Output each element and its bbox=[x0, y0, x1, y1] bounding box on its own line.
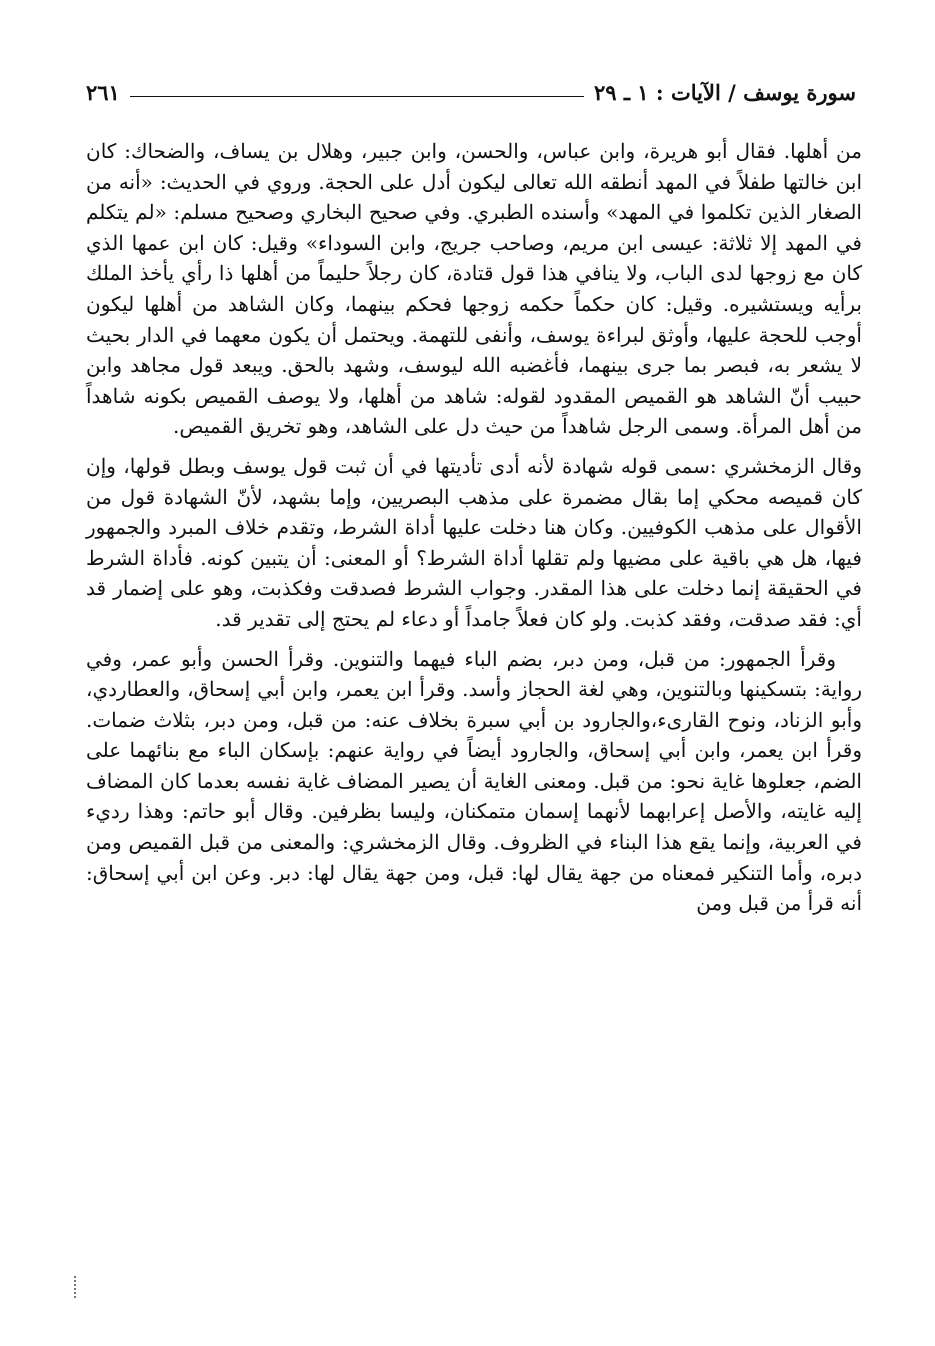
paragraph-3: وقرأ الجمهور: من قبل، ومن دبر، بضم الباء فيهما والتنوين. وقرأ الحسن وأبو عمر، وفي رواية: بتسكينها وبالتنوين، وهي لغة الحجاز وأسد. وقرأ ابن يعمر، وابن أبي إسحاق، والعطاردي، وأبو الزناد، ونوح القارىء،والجارود بن أبي سبرة بخلاف عنه: من قبل، ومن دبر، بثلاث ضمات. وقرأ ابن يعمر، وابن أبي إسحاق، والجارود أيضاً في رواية عنهم: بإسكان الباء مع بنائهما على الضم، جعلوها غاية نحو: من قبل. ومعنى الغاية أن يصير المضاف غاية نفسه بعدما كان المضاف إليه غايته، والأصل إعرابهما لأنهما إسمان متمكنان، وليسا بظرفين. وقال أبو حاتم: وهذا رديء في العربية، وإنما يقع هذا البناء في الظروف. وقال الزمخشري: والمعنى من قبل القميص ومن دبره، وأما التنكير فمعناه من جهة يقال لها: قبل، ومن جهة يقال لها: دبر. وعن ابن أبي إسحاق: أنه قرأ من قبل ومن bbox=[86, 646, 862, 916]
header-rule bbox=[130, 96, 584, 97]
running-title: سورة يوسف / الآيات : ١ ـ ٢٩ bbox=[593, 79, 856, 105]
page-header bbox=[86, 74, 856, 110]
margin-dots bbox=[74, 1276, 80, 1298]
paragraph-2: وقال الزمخشري :سمى قوله شهادة لأنه أدى تأديتها في أن ثبت قول يوسف وبطل قولها، وإن كان قميصه محكي إما بقال مضمرة على مذهب البصريين، وإما بشهد، لأنّ الشهادة قول من الأقوال على مذهب الكوفيين. وكان هنا دخلت عليها أداة الشرط، وتقدم خلاف المبرد والجمهور فيها، هل هي باقية على مضيها ولم تقلها أداة الشرط؟ أو المعنى: أن يتبين كونه. فأداة الشرط في الحقيقة إنما دخلت على هذا المقدر. وجواب الشرط فصدقت وفكذبت، وهو على إضمار قد أي: فقد صدقت، وفقد كذبت. ولو كان فعلاً جامداً أو دعاء لم يحتج إلى تقدير قد. bbox=[86, 453, 862, 631]
page-number: ٢٦١ bbox=[86, 79, 120, 105]
page-body bbox=[86, 136, 862, 919]
paragraph-1: من أهلها. فقال أبو هريرة، وابن عباس، والحسن، وابن جبير، وهلال بن يساف، والضحاك: كان ابن خالتها طفلاً في المهد أنطقه الله تعالى ليكون أدل على الحجة. وروي في الحديث: «أنه من الصغار الذين تكلموا في المهد» وأسنده الطبري. وفي صحيح البخاري وصحيح مسلم: «لم يتكلم في المهد إلا ثلاثة: عيسى ابن مريم، وصاحب جريج، وابن السوداء» وقيل: كان ابن عمها الذي كان مع زوجها لدى الباب، ولا ينافي هذا قول قتادة، كان رجلاً حليماً من أهلها ذا رأي يأخذ الملك برأيه ويستشيره. وقيل: كان حكماً حكمه زوجها فحكم بينهما، وكان الشاهد من أهلها ليكون أوجب للحجة عليها، وأوثق لبراءة يوسف، وأنفى للتهمة. ويحتمل أن يكون معهما في الدار بحيث لا يشعر به، فبصر بما جرى بينهما، فأغضبه الله ليوسف، وشهد بالحق. ويبعد قول مجاهد وابن حبيب أنّ الشاهد هو القميص المقدود لقوله: شاهد من أهلها، ولا يوصف القميص بكونه شاهداً من أهل المرأة. وسمى الرجل شاهداً من حيث دل على الشاهد، وهو تخريق القميص. bbox=[86, 139, 863, 439]
